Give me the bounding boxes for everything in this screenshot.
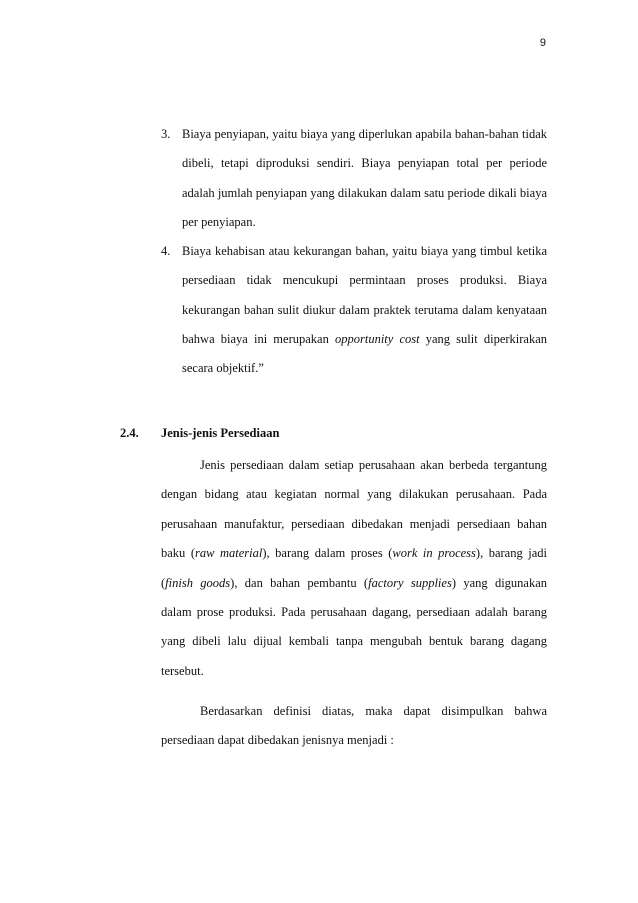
- list-item-number: 4.: [161, 244, 171, 259]
- italic-term: raw material: [195, 546, 263, 561]
- paragraph-text: Jenis persediaan dalam setiap perusahaan akan berbeda tergantung dengan bidang atau kegiatan normal yang dilakukan perusahaan. Pada perusahaan manufaktur, persediaan dibedakan menjadi persediaan bahan baku (: [161, 458, 547, 561]
- section-title: Jenis-jenis Persediaan: [161, 426, 280, 440]
- list-item-text-end: yang sulit diperkirakan secara objektif.”: [182, 332, 548, 376]
- cost-list: [161, 120, 547, 384]
- italic-term: work in process: [392, 546, 476, 561]
- paragraph-inventory-types: [161, 451, 547, 686]
- list-item-text: Biaya penyiapan, yaitu biaya yang diperlukan apabila bahan-bahan tidak dibeli, tetapi diproduksi sendiri. Biaya penyiapan total per periode adalah jumlah penyiapan yang dilakukan dalam satu periode dikali biaya per penyiapan.: [182, 127, 547, 229]
- paragraph-text: ), dan bahan pembantu (: [230, 575, 369, 590]
- italic-term: opportunity cost: [334, 332, 420, 347]
- list-item-text: Biaya kehabisan atau kekurangan bahan, yaitu biaya yang timbul ketika persediaan tidak mencukupi permintaan proses produksi. Biaya kekurangan bahan sulit diukur dalam praktek terutama dalam kenyataan bahwa biaya ini merupakan: [182, 244, 547, 347]
- paragraph-text: ) yang digunakan dalam prose produksi. Pada perusahaan dagang, persediaan adalah barang yang dibeli lalu dijual kembali tanpa mengubah bentuk barang dagang tersebut.: [161, 575, 548, 678]
- paragraph-text: ), barang dalam proses (: [262, 546, 393, 561]
- paragraph-conclusion: Berdasarkan definisi diatas, maka dapat disimpulkan bahwa persediaan dapat dibedakan jenisnya menjadi :: [161, 704, 547, 748]
- list-item-3: [161, 120, 547, 237]
- page-number: 9: [539, 37, 546, 49]
- list-item-number: 3.: [161, 127, 171, 141]
- italic-term: finish goods: [165, 575, 231, 590]
- list-item-4: [161, 237, 547, 383]
- section-number: 2.4.: [120, 426, 139, 440]
- paragraph-text: ), barang jadi (: [161, 546, 547, 590]
- section-heading: [120, 423, 279, 443]
- italic-term: factory supplies: [368, 575, 452, 590]
